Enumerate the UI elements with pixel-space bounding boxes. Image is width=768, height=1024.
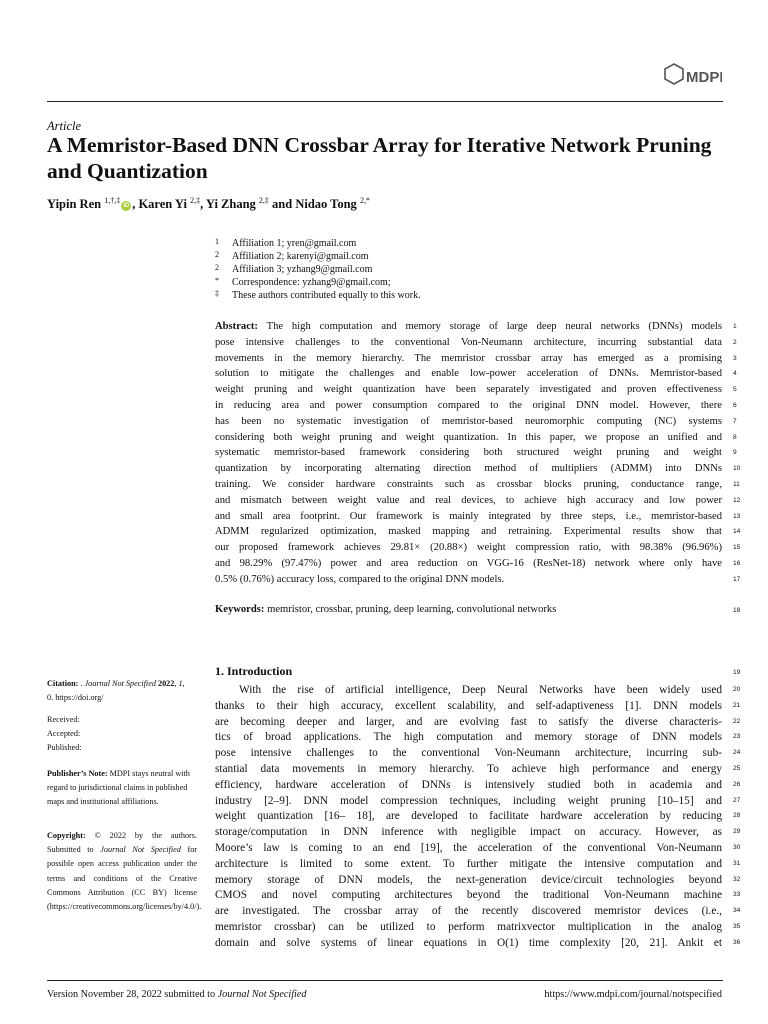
author-affil-marks: 1,†,‡ <box>104 196 121 205</box>
text-line: quantization by incorporating alternating direction method of multipliers (ADMM) into DNNs <box>215 463 722 475</box>
line-number: 20 <box>733 686 741 693</box>
line-number: 26 <box>733 780 741 788</box>
text-line: tics of broad applications. The high computation and memory storage of DNN models <box>215 731 722 744</box>
text-line: considering both weight pruning and weight quantization. In this paper, we propose an unified and <box>215 431 722 443</box>
line-number: 32 <box>733 875 741 883</box>
author-affil-marks: 2,‡ <box>190 196 201 205</box>
author-affil-marks: 2,* <box>359 196 370 205</box>
text-line: in reducing area and power consumption compared to the original DNN model. However, there <box>215 400 722 411</box>
text-line: solution to mitigate the challenges and enable low-power acceleration of DNNs. Memristor-based <box>215 368 722 380</box>
line-number: 14 <box>733 528 741 536</box>
author-name: Yipin Ren <box>47 197 102 211</box>
line-number: 22 <box>733 717 741 725</box>
dates-block: Received: Accepted: Published: <box>47 715 82 753</box>
footer-version: Version November 28, 2022 submitted to Journal Not Specified <box>47 989 307 1000</box>
article-title: A Memristor-Based DNN Crossbar Array for Iterative Network Pruning and Quantization <box>47 133 712 183</box>
orcid-icon[interactable]: iD <box>123 203 130 209</box>
line-number: 2 <box>733 338 737 346</box>
author-name: Yi Zhang <box>205 197 256 211</box>
line-number: 36 <box>733 938 741 946</box>
line-number: 17 <box>733 575 741 583</box>
text-line: training. We consider hardware constraints such as crossbar blocks pruning, conductance range, <box>215 479 722 490</box>
line-number: 4 <box>733 370 737 378</box>
line-number: 12 <box>733 496 741 504</box>
line-number: 24 <box>733 749 741 757</box>
svg-text:MDPI: MDPI <box>686 69 722 86</box>
line-number: 11 <box>733 481 740 488</box>
text-line: Abstract: The high computation and memory storage of large deep neural networks (DNNs) models <box>215 321 722 332</box>
copyright-block: Copyright: © 2022 by the authors. Submitted to Journal Not Specified for possible open access publication under the terms and conditions of the Creative Commons Attribution (CC BY) license (https://creativecommons.org/licenses/by/4.0/). <box>47 831 202 912</box>
line-number: 15 <box>733 544 741 552</box>
line-number: 21 <box>733 701 741 709</box>
text-line: are investigated. The crossbar array of the recently discovered memristor devices (i.e., <box>215 905 722 918</box>
author-list: Yipin Ren $^{1,\dagger,\ddagger}$iD , Karen Yi $^{2,\ddagger}$, Yi Zhang $^{2,\ddagger}$ and Nidao Tong $^{2,*}$ <box>47 196 370 211</box>
line-number: 9 <box>733 449 737 457</box>
text-line: systematic memristor-based framework considering both structured weight pruning and weight <box>215 447 722 459</box>
line-number: 31 <box>733 859 741 867</box>
line-number: 5 <box>733 386 737 394</box>
text-line: thanks to their high accuracy, excellent scalability, and self-adaptiveness [1]. DNN models <box>215 699 722 712</box>
text-line: CMOS and novel computing architectures beyond the traditional Von-Neumann machine <box>215 889 722 902</box>
line-number: 30 <box>733 844 741 851</box>
text-line: industry [2–9]. DNN model compression techniques, including weight pruning [10–15] and <box>215 794 722 807</box>
line-number: 18 <box>733 607 741 614</box>
line-number: 6 <box>733 402 737 409</box>
line-number: 3 <box>733 354 737 362</box>
line-number: 34 <box>733 907 741 915</box>
text-line: weight quantization [16– 18], are developed to facilitate hardware acceleration by reducing <box>215 810 722 823</box>
text-line: 0.5% (0.76%) accuracy loss, compared to the original DNN models. <box>215 573 505 585</box>
text-line: pose intensive challenges to the conventional Von-Neumann architecture, incurring substantial data <box>215 336 722 348</box>
line-number: 25 <box>733 765 741 772</box>
text-line: storage/computation in DNN inference with negligible impact on accuracy. However, as <box>215 826 722 839</box>
text-line: our proposed framework achieves 29.81× (20.88×) weight compression ratio, with 98.38% (96.96%) <box>215 542 722 554</box>
line-number: 8 <box>733 433 737 441</box>
line-number: 23 <box>733 733 741 741</box>
text-line: and 98.29% (97.47%) power and area reduction on VGG-16 (ResNet-18) network where only have <box>215 558 722 569</box>
text-line: and mismatch between weight value and real devices, to achieve high accuracy and low power <box>215 494 722 506</box>
text-line: efficiency, hardware acceleration of DNNs is intensively studied both in academia and <box>215 778 722 791</box>
author-affil-marks: 2,‡ <box>258 196 269 205</box>
text-line: Moore’s law is coming to an end [19], the acceleration of the conventional Von-Neumann <box>215 842 722 854</box>
text-line: architecture is limited to some extent. To further mitigate the intensive computation and <box>215 857 722 870</box>
line-number: 7 <box>733 417 737 425</box>
text-line: has been no systematic investigation of memristor-based neuromorphic computing (NC) systems <box>215 415 722 427</box>
text-line: are becoming deeper and larger, and are evolving fast to satisfy the diverse characteris- <box>215 715 722 728</box>
footer-url[interactable]: https://www.mdpi.com/journal/notspecified <box>544 989 722 1000</box>
section-heading: 1. Introduction <box>215 664 293 678</box>
text-line: memory storage of DNN models, the next-generation device/circuit technologies beyond <box>215 873 722 886</box>
text-line: and small area footprint. Our framework is mainly integrated by three steps, i.e., memristor-based <box>215 510 722 522</box>
text-line: ADMM regularized optimization, masked mapping and retraining. Experimental results show that <box>215 526 722 538</box>
text-line: memristor crossbar) can be utilized to perform matrixvector multiplication in the analog <box>215 921 722 933</box>
text-line: domain and solve systems of linear equations in O(1) time complexity [20, 21]. Ankit et <box>215 936 722 949</box>
line-number: 28 <box>733 812 741 820</box>
header-rule <box>47 101 723 102</box>
author-name: Karen Yi <box>138 197 187 211</box>
footer-rule <box>47 980 723 981</box>
line-number: 35 <box>733 923 741 930</box>
text-line: pose intensive challenges to the conventional Von-Neumann architecture, incurring sub- <box>215 747 722 760</box>
line-number: 19 <box>733 669 741 676</box>
text-line: stantial data movements in memory hierarchy. To achieve high performance and energy <box>215 763 722 775</box>
article-type: Article <box>47 119 82 133</box>
line-number: 27 <box>733 796 741 804</box>
author-name: Nidao Tong <box>295 197 357 211</box>
line-number: 16 <box>733 560 741 567</box>
text-line: With the rise of artificial intelligence, Deep Neural Networks have been widely used <box>239 684 722 696</box>
line-number: 10 <box>733 465 741 473</box>
text-line: weight pruning and weight quantization have been separately investigated and proven effectiveness <box>215 384 722 396</box>
line-number: 1 <box>733 323 737 330</box>
mdpi-logo <box>664 62 722 94</box>
text-line: movements in the memory hierarchy. The memristor crossbar array has emerged as a promising <box>215 352 722 364</box>
keywords: Keywords: memristor, crossbar, pruning, deep learning, convolutional networks <box>215 604 557 615</box>
line-number: 29 <box>733 828 741 836</box>
citation-block: Citation: . Journal Not Specified 2022, 1, 0. https://doi.org/ <box>47 679 185 703</box>
line-number: 33 <box>733 891 741 899</box>
line-number: 13 <box>733 512 741 520</box>
publisher-note: Publisher’s Note: MDPI stays neutral with regard to jurisdictional claims in published maps and institutional affiliations. <box>47 769 190 807</box>
